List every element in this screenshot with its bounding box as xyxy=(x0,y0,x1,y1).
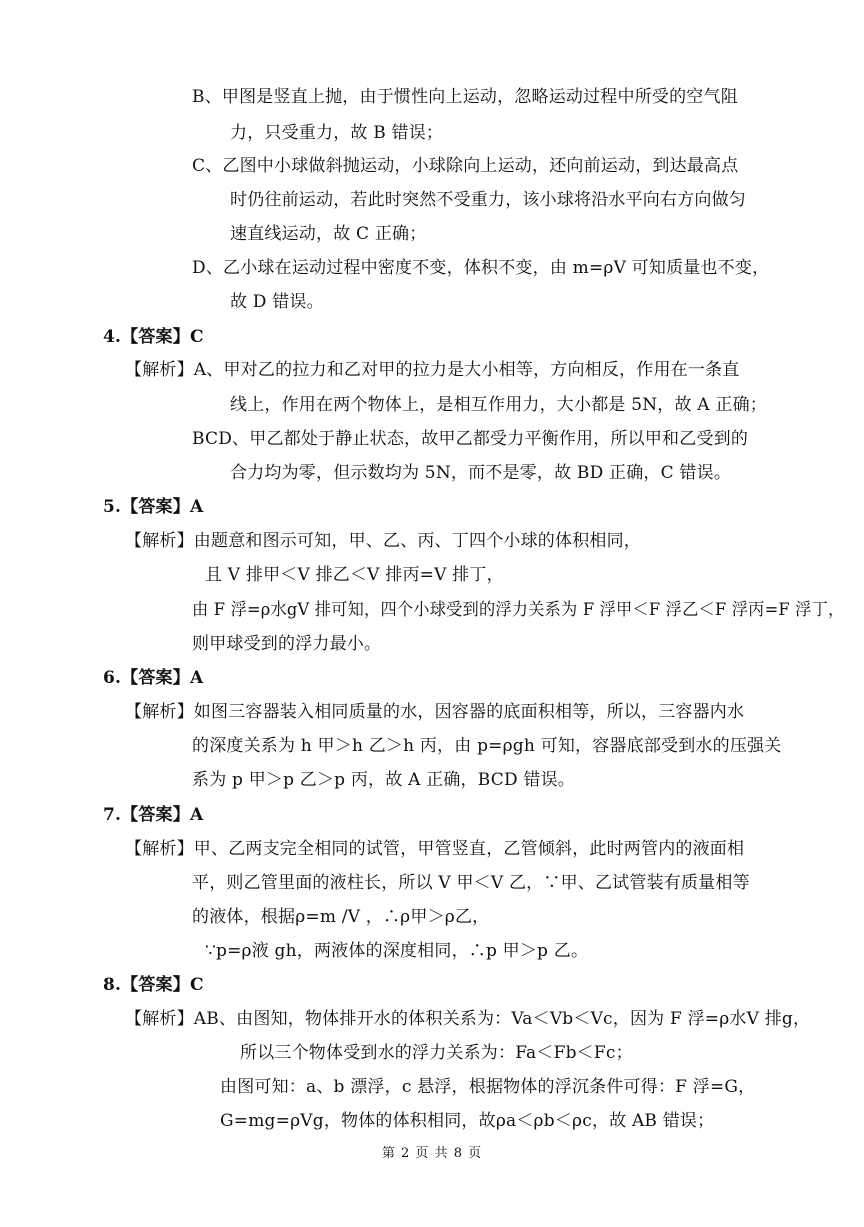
answer-heading: 4.【答案】C xyxy=(103,327,204,347)
text-line: ∵p=ρ液 gh，两液体的深度相同，∴p 甲＞p 乙。 xyxy=(205,941,589,961)
text-line: 的液体，根据ρ=m /V ，∴ρ甲＞ρ乙， xyxy=(192,907,490,927)
text-line: 则甲球受到的浮力最小。 xyxy=(192,634,382,654)
answer-heading: 8.【答案】C xyxy=(103,975,204,995)
text-line: 由 F 浮=ρ水gV 排可知，四个小球受到的浮力关系为 F 浮甲＜F 浮乙＜F 浮丙=F 浮丁， xyxy=(192,600,845,620)
text-line: 【解析】由题意和图示可知，甲、乙、丙、丁四个小球的体积相同， xyxy=(125,531,641,551)
text-line: 且 V 排甲＜V 排乙＜V 排丙=V 排丁， xyxy=(205,565,504,585)
text-line: 时仍往前运动，若此时突然不受重力，该小球将沿水平向右方向做匀 xyxy=(230,190,746,210)
page-footer: 第 2 页 共 8 页 xyxy=(381,1146,483,1161)
text-line: 的深度关系为 h 甲＞h 乙＞h 丙，由 p=ρgh 可知，容器底部受到水的压强关 xyxy=(192,736,782,756)
text-line: B、甲图是竖直上抛，由于惯性向上运动，忽略运动过程中所受的空气阻 xyxy=(192,87,738,107)
text-line: D、乙小球在运动过程中密度不变，体积不变，由 m=ρV 可知质量也不变， xyxy=(192,258,770,278)
text-line: 【解析】甲、乙两支完全相同的试管，甲管竖直，乙管倾斜，此时两管内的液面相 xyxy=(125,839,745,859)
text-line: 速直线运动，故 C 正确； xyxy=(230,224,427,244)
text-line: 由图可知：a、b 漂浮，c 悬浮，根据物体的浮沉条件可得：F 浮=G， xyxy=(220,1077,756,1097)
text-line: 系为 p 甲＞p 乙＞p 丙，故 A 正确，BCD 错误。 xyxy=(192,770,575,790)
text-line: BCD、甲乙都处于静止状态，故甲乙都受力平衡作用，所以甲和乙受到的 xyxy=(192,429,749,449)
answer-heading: 5.【答案】A xyxy=(103,497,204,517)
text-line: G=mg=ρVg，物体的体积相同，故ρa＜ρb＜ρc，故 AB 错误； xyxy=(220,1111,715,1131)
answer-heading: 6.【答案】A xyxy=(103,668,204,688)
text-line: 线上，作用在两个物体上，是相互作用力，大小都是 5N，故 A 正确； xyxy=(230,395,767,415)
answer-heading: 7.【答案】A xyxy=(103,805,204,825)
text-line: C、乙图中小球做斜抛运动，小球除向上运动，还向前运动，到达最高点 xyxy=(192,156,739,176)
text-line: 【解析】AB、由图知，物体排开水的体积关系为：Va＜Vb＜Vc，因为 F 浮=ρ水V 排g， xyxy=(125,1009,811,1029)
text-line: 故 D 错误。 xyxy=(230,292,324,312)
text-line: 合力均为零，但示数均为 5N，而不是零，故 BD 正确，C 错误。 xyxy=(230,463,732,483)
text-line: 所以三个物体受到水的浮力关系为：Fa＜Fb＜Fc； xyxy=(240,1043,633,1063)
text-line: 【解析】A、甲对乙的拉力和乙对甲的拉力是大小相等，方向相反，作用在一条直 xyxy=(125,360,740,380)
text-line: 平，则乙管里面的液柱长，所以 V 甲＜V 乙，∵甲、乙试管装有质量相等 xyxy=(192,873,750,893)
text-line: 力，只受重力，故 B 错误； xyxy=(230,123,444,143)
text-line: 【解析】如图三容器装入相同质量的水，因容器的底面积相等，所以，三容器内水 xyxy=(125,702,745,722)
